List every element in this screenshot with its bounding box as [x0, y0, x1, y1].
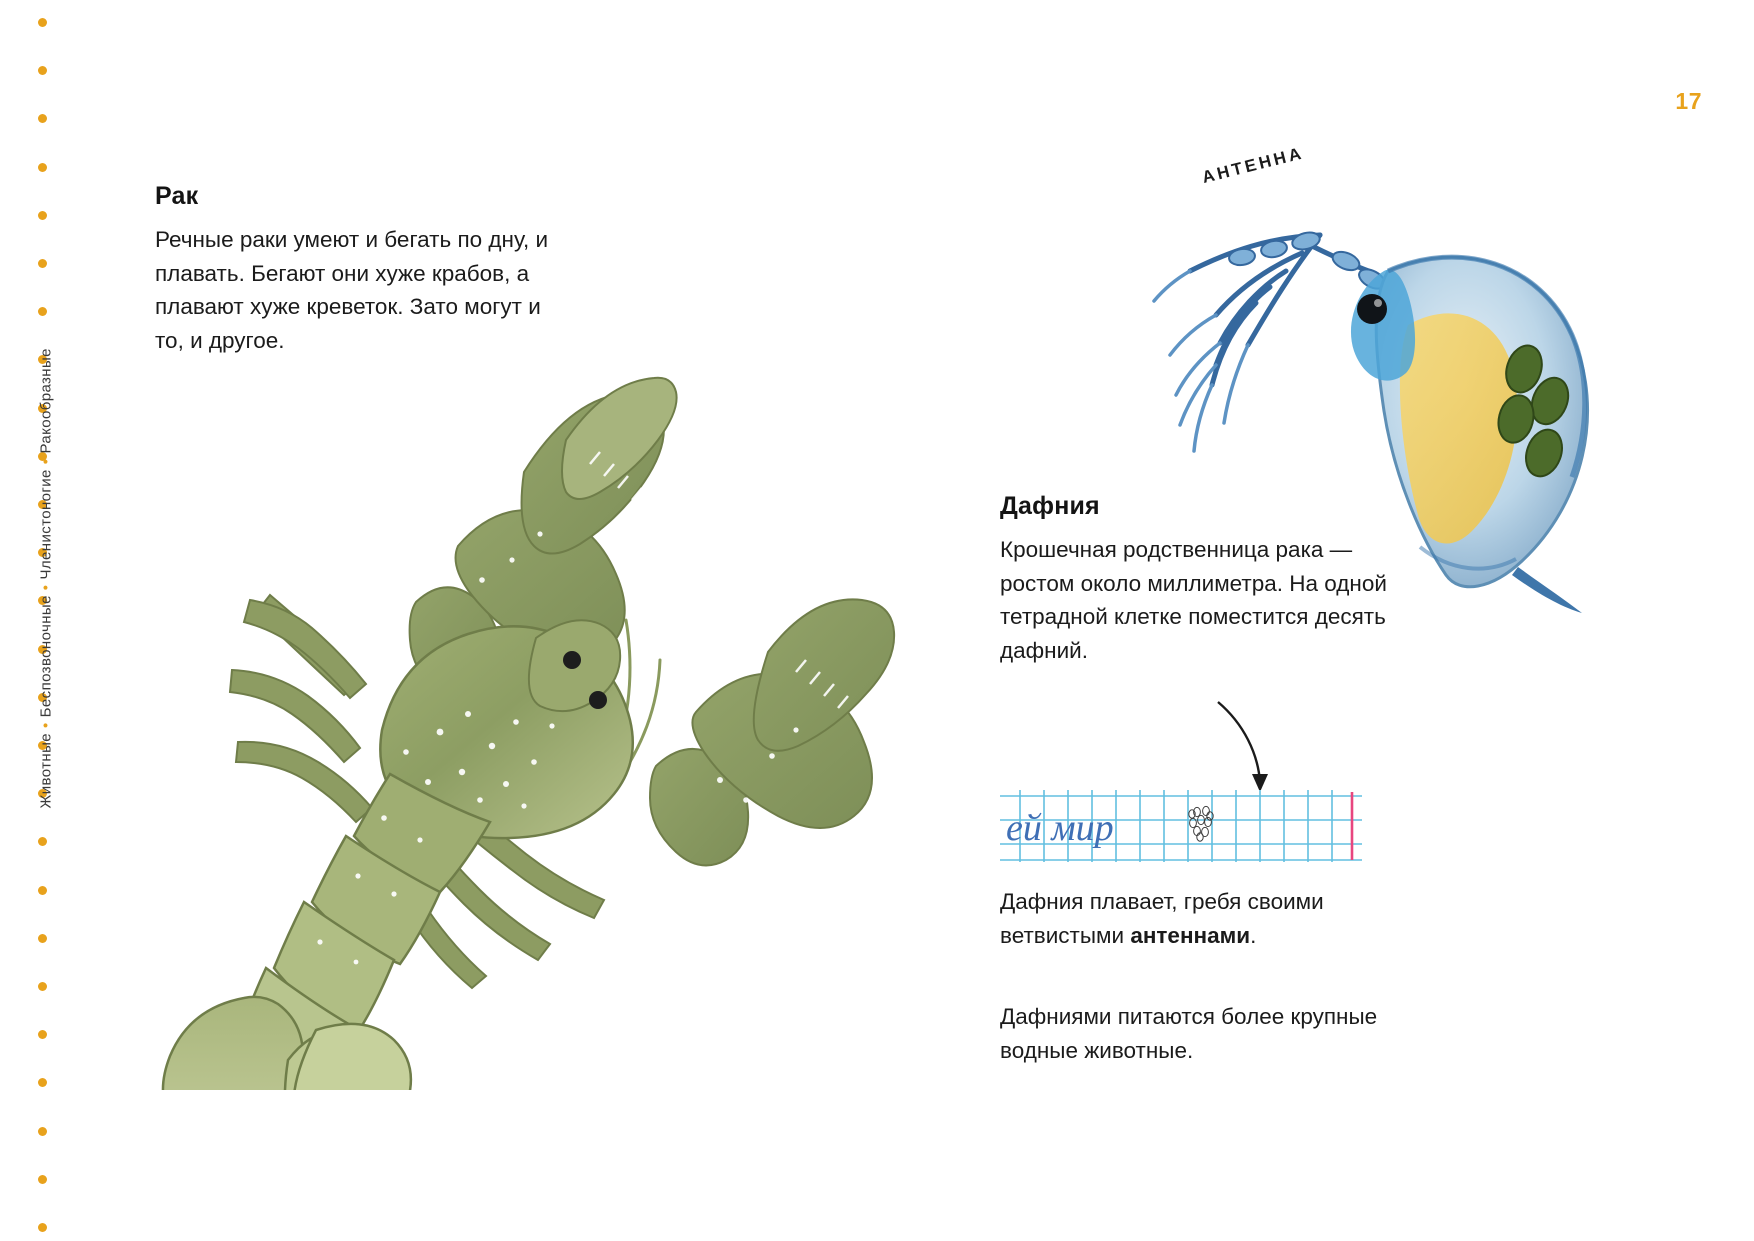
daphnia-swim-part2: .: [1250, 922, 1257, 948]
page-number: 17: [1675, 88, 1702, 114]
page-title-crayfish: Рак: [155, 182, 199, 210]
decorative-dot: [38, 1223, 47, 1232]
crayfish-body-text: Речные раки умеют и бегать по дну, и плавать. Бегают они хуже крабов, а плавают хуже креветок. Зато могут и то, и другое.: [155, 227, 549, 353]
decorative-dot: [38, 1127, 47, 1136]
breadcrumb-item-0[interactable]: Животные: [37, 732, 55, 809]
arrow-icon: [1210, 700, 1290, 800]
breadcrumb-separator: •: [37, 458, 55, 465]
decorative-dot: [38, 66, 47, 75]
decorative-dot: [38, 1078, 47, 1087]
antenna-label: АНТЕННА: [1200, 143, 1306, 188]
breadcrumb-item-3[interactable]: Ракообразные: [37, 348, 55, 454]
daphnia-body-text: Крошечная родственница рака — ростом около миллиметра. На одной тетрадной клетке поместится десять дафний.: [1000, 537, 1387, 663]
decorative-dot: [38, 982, 47, 991]
crayfish-illustration: [120, 370, 910, 1090]
section-daphnia: [1000, 492, 1390, 667]
daphnia-swim-part1: Дафния плавает, гребя своими ветвистыми: [1000, 889, 1324, 948]
decorative-dot: [38, 886, 47, 895]
section-crayfish: [155, 182, 575, 357]
breadcrumb-text: [38, 109, 55, 809]
daphnia-swim-text: [1000, 885, 1400, 952]
breadcrumb: [26, 120, 66, 820]
decorative-dot: [38, 1030, 47, 1039]
daphnia-food-text: Дафниями питаются более крупные водные животные.: [1000, 1004, 1378, 1063]
breadcrumb-separator: •: [37, 722, 55, 728]
svg-text:ей мир: ей мир: [1006, 807, 1114, 849]
notebook-illustration: [1000, 790, 1362, 862]
decorative-dot: [38, 934, 47, 943]
page-title-daphnia: Дафния: [1000, 492, 1100, 520]
decorative-dot: [38, 837, 47, 846]
daphnia-swim-bold: антеннами: [1130, 922, 1251, 948]
decorative-dot: [38, 1175, 47, 1184]
breadcrumb-item-2[interactable]: Членистоногие: [37, 469, 55, 580]
breadcrumb-item-1[interactable]: Беспозвоночные: [37, 595, 55, 718]
breadcrumb-separator: •: [37, 584, 55, 591]
decorative-dot: [38, 18, 47, 27]
